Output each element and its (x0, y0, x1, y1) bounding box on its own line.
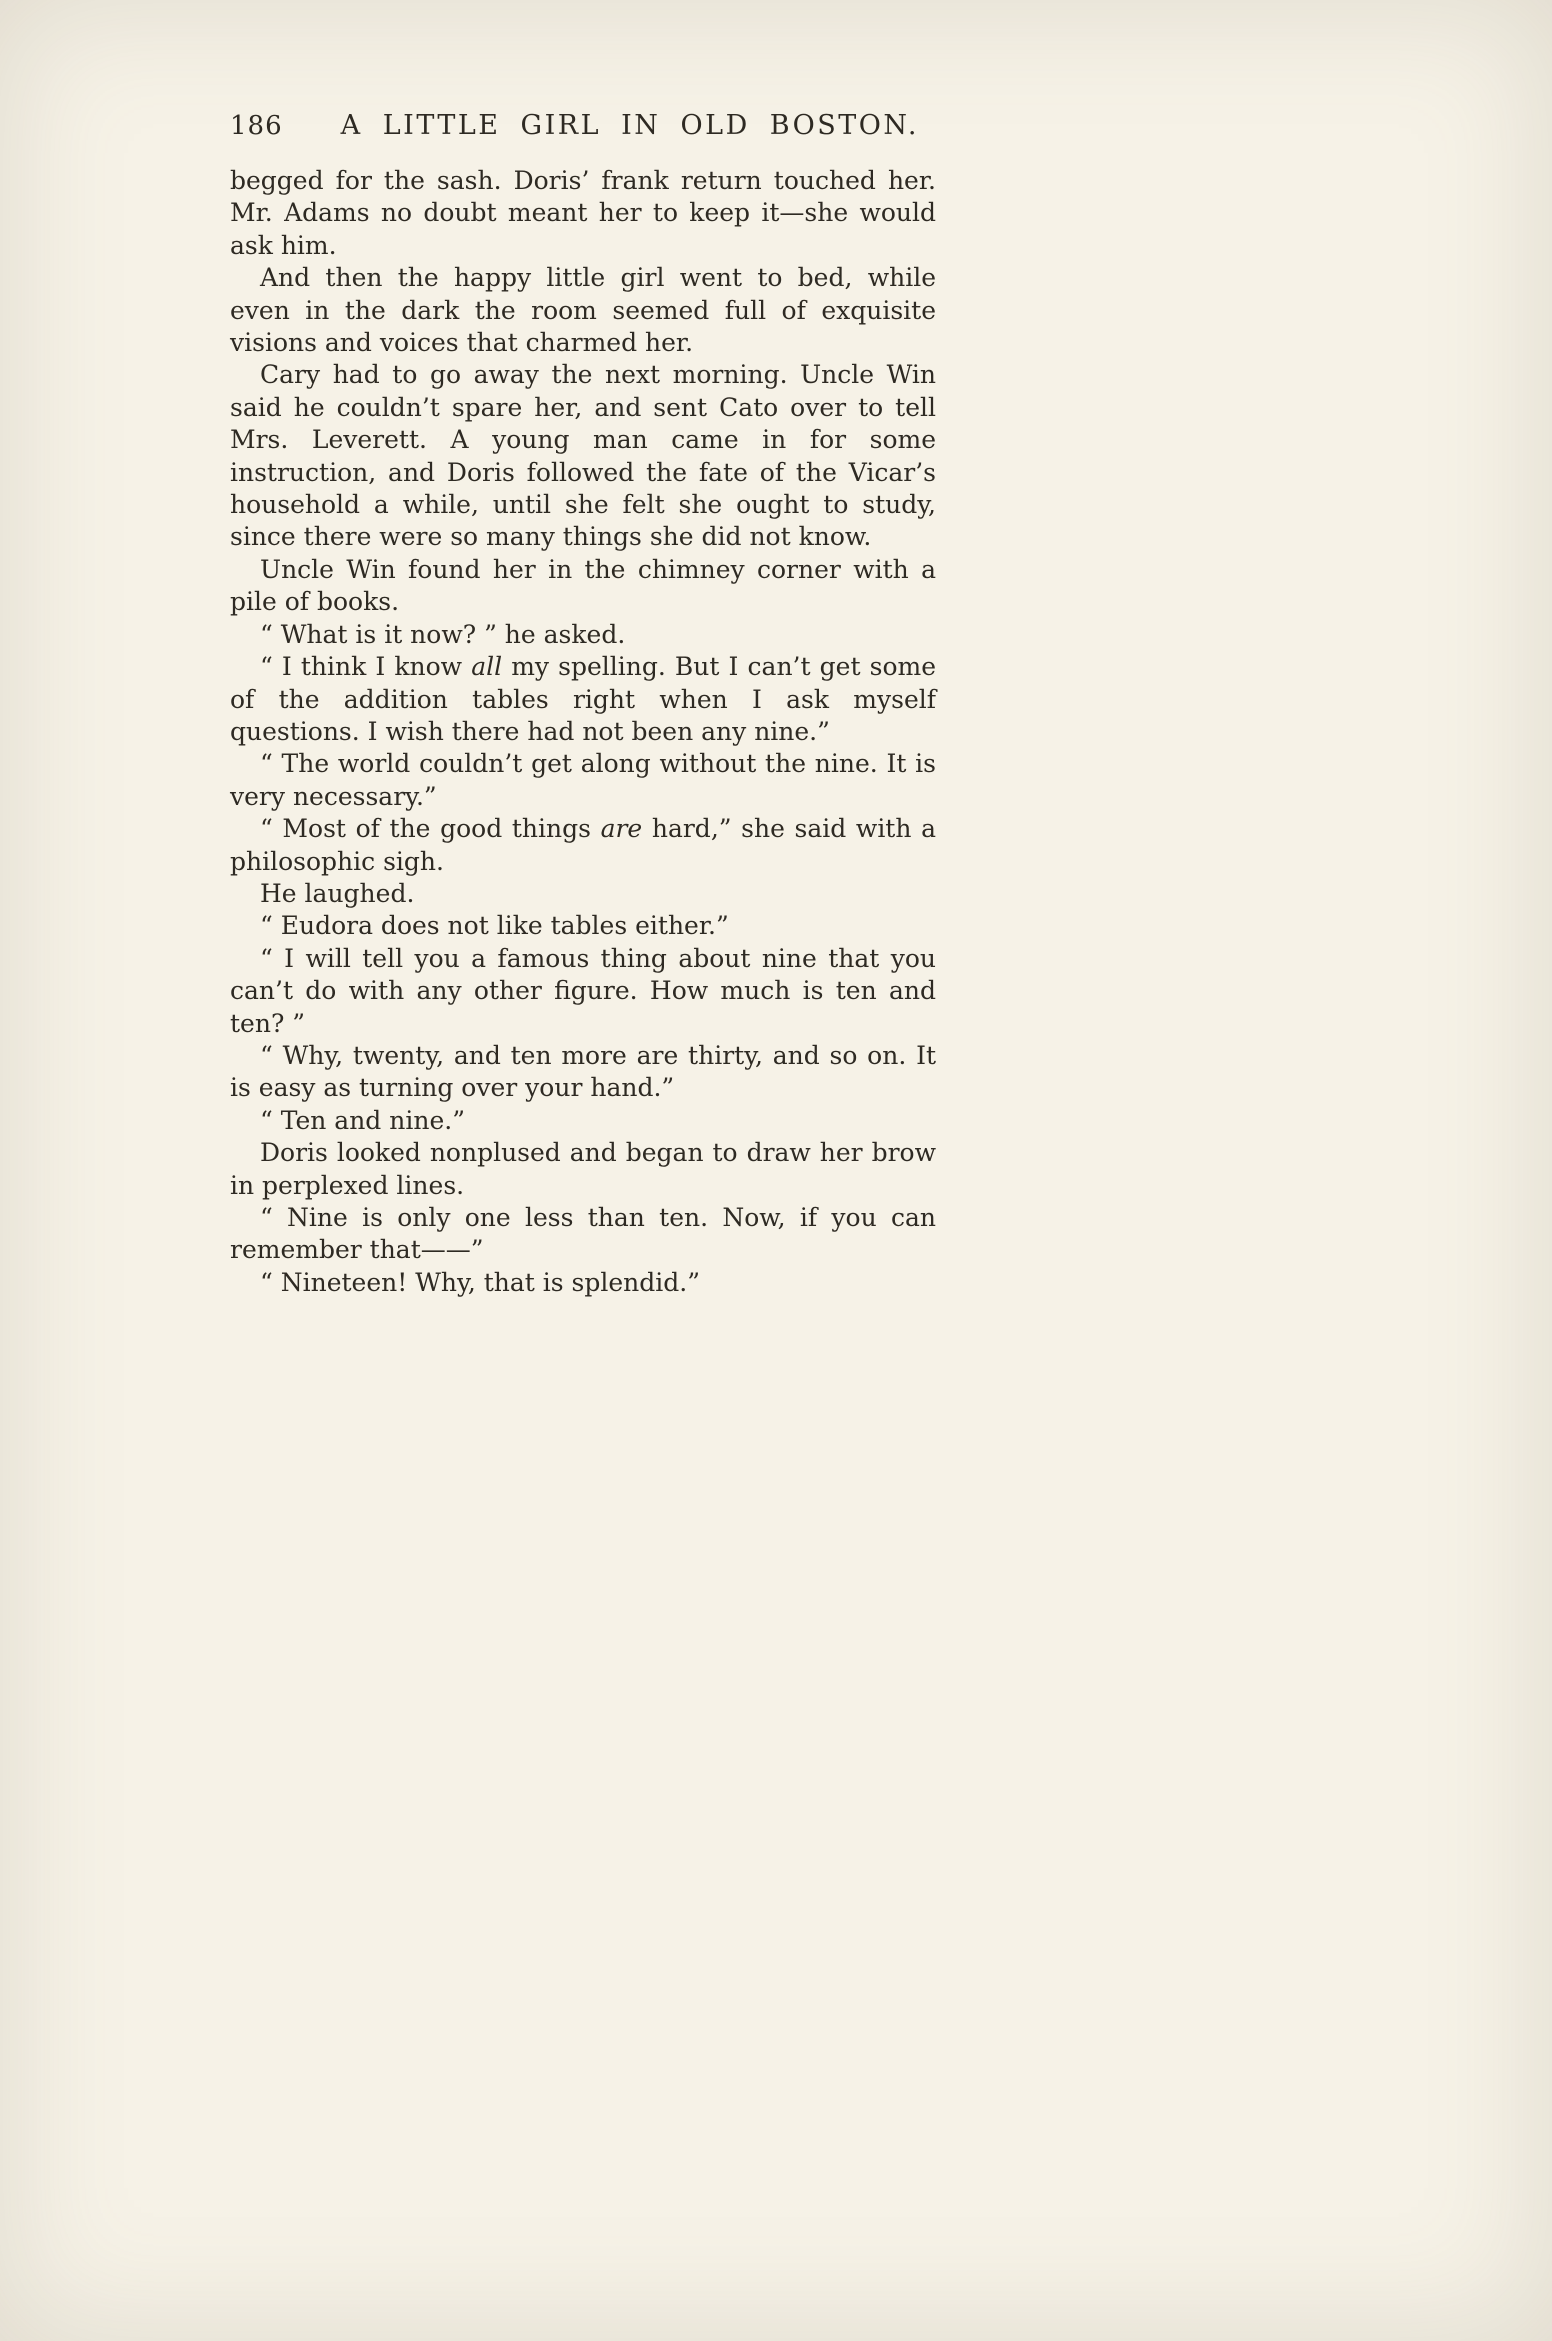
text-run: “ Most of the good things (260, 814, 601, 844)
text-run: “ Ten and nine.” (260, 1105, 465, 1135)
italic-text: are (600, 814, 643, 844)
paragraph (230, 359, 936, 553)
text-run: “ What is it now? ” he asked. (260, 619, 626, 649)
italic-text: all (471, 652, 503, 682)
text-run: Cary had to go away the next morning. Uncle Win said he couldn’t spare her, and sent Cato over to tell Mrs. Leverett. A young man came in for some instruction, and Doris followed the fate of the Vicar’s household a while, until she felt she ought to study, since there were so many things she did not know. (230, 360, 936, 552)
paragraph (230, 910, 936, 942)
paragraph (230, 1105, 936, 1137)
text-run: “ I think I know (260, 652, 472, 682)
paragraph (230, 1202, 936, 1267)
paragraph (230, 1137, 936, 1202)
page-header (230, 110, 936, 141)
text-run: “ I will tell you a famous thing about nine that you can’t do with any other figure. How much is ten and ten? ” (230, 943, 936, 1038)
text-run: Uncle Win found her in the chimney corner with a pile of books. (230, 554, 936, 617)
page-body (230, 165, 936, 1299)
paragraph (230, 813, 936, 878)
text-run: “ Eudora does not like tables either.” (260, 911, 729, 941)
text-run: my spelling. But I can’t get some of the addition tables right when I ask myself questions. I wish there had not been any nine.” (230, 652, 936, 746)
text-run: “ The world couldn’t get along without the nine. It is very necessary.” (230, 749, 936, 811)
text-run: And then the happy little girl went to bed, while even in the dark the room seemed full of exquisite visions and voices that charmed her. (230, 263, 936, 358)
paragraph (230, 165, 936, 262)
paragraph (230, 262, 936, 359)
paragraph (230, 1267, 936, 1299)
paragraph (230, 943, 936, 1040)
text-run: begged for the sash. Doris’ frank return touched her. Mr. Adams no doubt meant her to keep it—she would ask him. (230, 166, 936, 260)
text-run: “ Nine is only one less than ten. Now, if you can remember that——” (230, 1203, 936, 1265)
paragraph (230, 554, 936, 619)
paragraph (230, 619, 936, 651)
scanned-book-page (230, 110, 936, 1299)
text-run: He laughed. (260, 878, 415, 908)
text-run: “ Why, twenty, and ten more are thirty, and so on. It is easy as turning over your hand.” (230, 1040, 936, 1103)
paragraph (230, 1040, 936, 1105)
running-title: A LITTLE GIRL IN OLD BOSTON. (340, 110, 919, 141)
text-run: hard,” she said with a philosophic sigh. (230, 814, 936, 876)
text-run: Doris looked nonplused and began to draw her brow in perplexed lines. (230, 1138, 936, 1200)
text-run: “ Nineteen! Why, that is splendid.” (260, 1267, 700, 1297)
paragraph (230, 651, 936, 748)
paragraph (230, 748, 936, 813)
paragraph (230, 878, 936, 910)
page-number: 186 (230, 111, 283, 141)
